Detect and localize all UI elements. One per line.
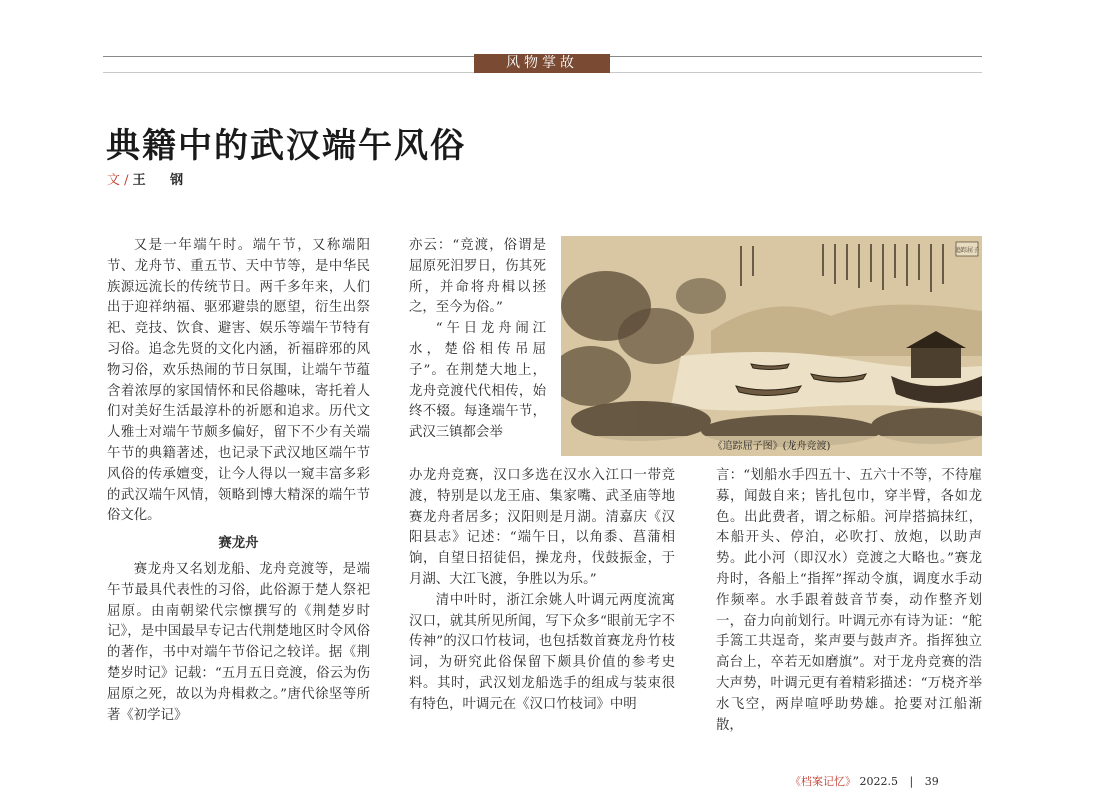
paragraph: 亦云：“竞渡，俗谓是屈原死汨罗日，伤其死所，并命将舟楫以拯之，至今为俗。” — [409, 238, 546, 316]
byline — [107, 169, 193, 188]
paragraph: 又是一年端午时。端午节，又称端阳节、龙舟节、重五节、天中节等，是中华民族源远流长的传统节日。两千多年来，人们出于迎祥纳福、驱邪避祟的愿望，衍生出祭祀、竞技、饮食、避害、娱乐等端午节特有习俗。追念先贤的文化内涵，祈福辟邪的风物习俗，欢乐热闹的节日氛围，让端午节蕴含着浓厚的家国情怀和民俗趣味，寄托着人们对美好生活最淳朴的祈愿和追求。历代文人雅士对端午节颇多偏好，留下不少有关端午节的典籍著述，也记录下武汉地区端午节风俗的传承嬗变，让今人得以一窥丰富多彩的武汉端午风情，领略到博大精深的端午节俗文化。 — [107, 238, 370, 524]
paragraph: 清中叶时，浙江余姚人叶调元两度流寓汉口，就其所见所闻，写下众多“眼前无字不传神”的汉口竹枝词，也包括数首赛龙舟竹枝词，为研究此俗保留下颇具价值的参考史料。其时，武汉划龙船选手的组成与装束很有特色，叶调元在《汉口竹枝词》中明 — [409, 592, 675, 712]
byline-prefix: 文 / — [107, 173, 129, 188]
author-name: 王 钢 — [132, 173, 194, 188]
page-number: 39 — [924, 775, 939, 788]
dragon-boat-painting — [561, 236, 982, 456]
article-title: 典籍中的武汉端午风俗 — [106, 126, 466, 166]
figure-caption: 《追踪屈子图》(龙舟竞渡) — [712, 441, 831, 452]
issue-number: 2022.5 — [859, 775, 898, 788]
text-column-2 — [409, 466, 675, 716]
paragraph: 办龙舟竞赛，汉口多选在汉水入江口一带竞渡，特别是以龙王庙、集家嘴、武圣庙等地赛龙舟者居多；汉阳则是月湖。清嘉庆《汉阳县志》记述：“端午日，以角黍、菖蒲相饷，自望日招徒侣，操龙舟，伐鼓振金，于月湖、大江飞渡，争胜以为乐。” — [409, 468, 675, 587]
section-tag: 风物掌故 — [474, 54, 610, 73]
painting-title-text: 追踪屈子 — [954, 247, 980, 254]
paragraph: 赛龙舟又名划龙船、龙舟竞渡等，是端午节最具代表性的习俗，此俗源于楚人祭祀屈原。由南朝梁代宗懔撰写的《荆楚岁时记》，是中国最早专记古代荆楚地区时令风俗的著作，书中对端午节俗记之较详。据《荆楚岁时记》记载：“五月五日竞渡，俗云为伤屈原之死，故以为舟楫救之。”唐代徐坚等所著《初学记》 — [107, 561, 370, 723]
text-column-3 — [716, 466, 982, 736]
footer-separator: | — [909, 775, 914, 788]
magazine-name: 《档案记忆》 — [790, 775, 856, 788]
painting-illustration — [561, 236, 982, 456]
paragraph: 言：“划船水手四五十、五六十不等，不待雇募，闻鼓自来；皆扎包巾，穿半臂，各如龙色。出此费者，谓之标船。河岸搭搞抹红，本船开头、停泊，必吹打、放炮，以助声势。此小河（即汉水）竞渡之大略也。”赛龙舟时，各船上“指挥”挥动令旗，调度水手动作频率。水手跟着鼓音节奏，动作整齐划一，奋力向前划行。叶调元亦有诗为证：“舵手篙工共逞奇，桨声要与鼓声齐。指挥独立高台上，卒若无如磨旗”。对于龙舟竞赛的浩大声势，叶调元更有着精彩描述：“万桡齐举水飞空，两岸喧呼助势雄。抢要对江船渐散， — [716, 468, 982, 733]
text-column-2-top — [409, 236, 546, 444]
text-column-1 — [107, 236, 370, 726]
page-footer — [790, 773, 939, 789]
paragraph: “午日龙舟闹江水，楚俗相传吊屈子”。在荆楚大地上，龙舟竞渡代代相传，始终不辍。每逢端午节，武汉三镇都会举 — [409, 321, 546, 441]
subheading: 赛龙舟 — [218, 535, 259, 552]
